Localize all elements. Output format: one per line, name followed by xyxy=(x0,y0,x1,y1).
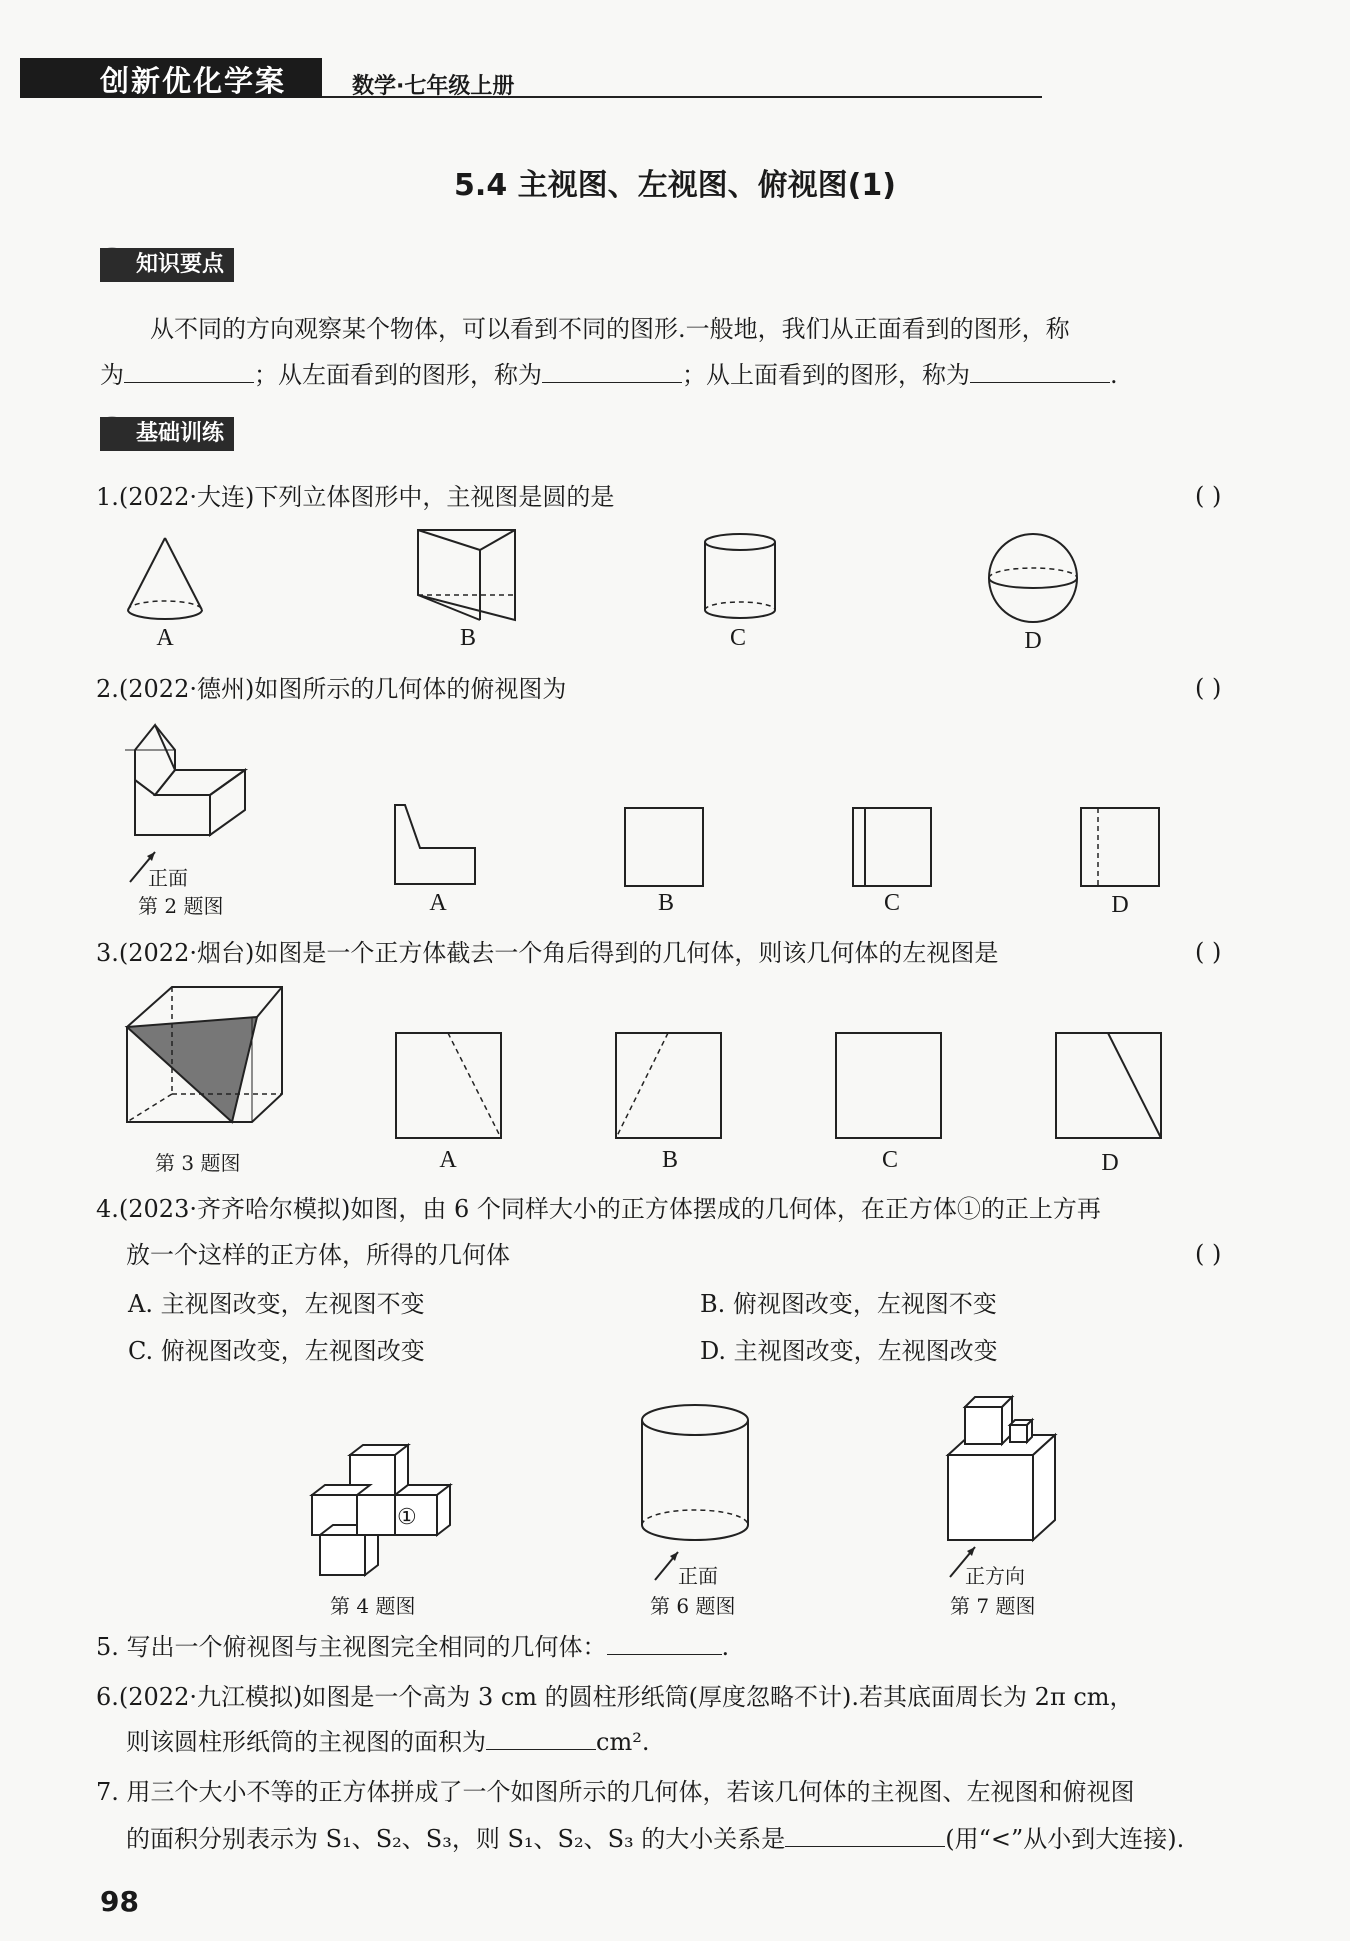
q4-choice-b: B. 俯视图改变，左视图不变 xyxy=(700,1290,997,1318)
q1-cone-figure xyxy=(120,530,210,620)
blank-front-view[interactable] xyxy=(124,358,254,383)
blank-top-view[interactable] xyxy=(970,358,1110,383)
knowledge-line1: 从不同的方向观察某个物体，可以看到不同的图形.一般地，我们从正面看到的图形，称 xyxy=(150,315,1070,343)
page-number: 98 xyxy=(100,1885,139,1918)
q1-answer-paren[interactable]: ( ) xyxy=(1195,482,1222,510)
q2-option-b-figure xyxy=(622,805,707,890)
q3-option-d: D xyxy=(1101,1150,1119,1176)
q4-choice-d: D. 主视图改变，左视图改变 xyxy=(700,1337,998,1365)
q3-option-c-figure xyxy=(833,1030,945,1142)
header-subject: 数学·七年级上册 xyxy=(352,74,515,99)
q3-option-d-figure xyxy=(1053,1030,1165,1142)
q6-line1: 6.(2022·九江模拟)如图是一个高为 3 cm 的圆柱形纸筒(厚度忽略不计).若其底面周长为 2π cm， xyxy=(96,1683,1134,1711)
q2-option-c: C xyxy=(883,890,900,916)
section-training: 基础训练 xyxy=(100,417,234,451)
q3-cube-figure xyxy=(122,982,292,1142)
q1-sphere-figure xyxy=(985,530,1085,630)
q3-text: 3.(2022·烟台)如图是一个正方体截去一个角后得到的几何体，则该几何体的左视图是 xyxy=(96,939,999,967)
q2-answer-paren[interactable]: ( ) xyxy=(1195,674,1222,702)
q6-line2: 则该圆柱形纸筒的主视图的面积为 cm². xyxy=(126,1725,649,1759)
q2-option-b: B xyxy=(657,890,674,916)
q4-answer-paren[interactable]: ( ) xyxy=(1195,1240,1222,1268)
q4-figure-caption: 第 4 题图 xyxy=(330,1594,416,1618)
q4-choice-a: A. 主视图改变，左视图不变 xyxy=(128,1290,425,1318)
q1-cylinder-figure xyxy=(695,530,785,625)
q2-option-a-figure xyxy=(390,800,480,890)
q3-option-b: B xyxy=(661,1147,678,1173)
q3-option-a: A xyxy=(439,1147,457,1173)
q3-figure-caption: 第 3 题图 xyxy=(155,1151,241,1175)
q4-choice-c: C. 俯视图改变，左视图改变 xyxy=(128,1337,425,1365)
q1-option-c: C xyxy=(729,625,746,651)
q4-line1: 4.(2023·齐齐哈尔模拟)如图，由 6 个同样大小的正方体摆成的几何体，在正方体①的正上方再 xyxy=(96,1195,1101,1223)
header-rule xyxy=(322,96,1042,98)
q2-figure-caption: 第 2 题图 xyxy=(138,894,224,918)
q7-cubes-figure xyxy=(940,1385,1060,1585)
q1-prism-figure xyxy=(410,525,530,625)
q5-line: 5. 写出一个俯视图与主视图完全相同的几何体： . xyxy=(96,1630,729,1664)
q3-option-b-figure xyxy=(613,1030,725,1142)
q1-option-b: B xyxy=(459,625,476,651)
q6-front-label: 正面 xyxy=(678,1564,718,1588)
q2-option-c-figure xyxy=(850,805,935,890)
q2-option-d: D xyxy=(1111,892,1129,918)
q6-answer-blank[interactable] xyxy=(486,1725,596,1750)
q7-answer-blank[interactable] xyxy=(785,1822,945,1847)
q6-figure-caption: 第 6 题图 xyxy=(650,1594,736,1618)
page-title: 5.4 主视图、左视图、俯视图(1) xyxy=(454,168,896,203)
q7-front-label: 正方向 xyxy=(965,1564,1025,1588)
q4-line2: 放一个这样的正方体，所得的几何体 xyxy=(126,1241,510,1269)
q4-cube-mark: ① xyxy=(397,1505,417,1530)
q2-solid-figure xyxy=(125,720,265,890)
q3-answer-paren[interactable]: ( ) xyxy=(1195,938,1222,966)
blank-left-view[interactable] xyxy=(542,358,682,383)
q2-option-a: A xyxy=(429,890,447,916)
knowledge-line2: 为 ；从左面看到的图形，称为 ；从上面看到的图形，称为 . xyxy=(100,358,1118,392)
q1-option-a: A xyxy=(156,625,174,651)
q7-line2: 的面积分别表示为 S₁、S₂、S₃，则 S₁、S₂、S₃ 的大小关系是 (用“<”从小到大连接). xyxy=(126,1822,1184,1856)
q3-option-a-figure xyxy=(393,1030,505,1142)
q5-answer-blank[interactable] xyxy=(607,1630,722,1655)
q7-line1: 7. 用三个大小不等的正方体拼成了一个如图所示的几何体，若该几何体的主视图、左视图和俯视图 xyxy=(96,1778,1135,1806)
q4-cubes-figure xyxy=(300,1440,460,1580)
q2-text: 2.(2022·德州)如图所示的几何体的俯视图为 xyxy=(96,675,567,703)
q2-front-label: 正面 xyxy=(148,866,188,890)
q6-cylinder-figure xyxy=(640,1400,760,1585)
q2-option-d-figure xyxy=(1078,805,1163,890)
section-knowledge: 知识要点 xyxy=(100,248,234,282)
header-brand: 创新优化学案 xyxy=(100,64,287,98)
q1-text: 1.(2022·大连)下列立体图形中，主视图是圆的是 xyxy=(96,483,615,511)
q3-option-c: C xyxy=(881,1147,898,1173)
q7-figure-caption: 第 7 题图 xyxy=(950,1594,1036,1618)
q1-option-d: D xyxy=(1024,628,1042,654)
